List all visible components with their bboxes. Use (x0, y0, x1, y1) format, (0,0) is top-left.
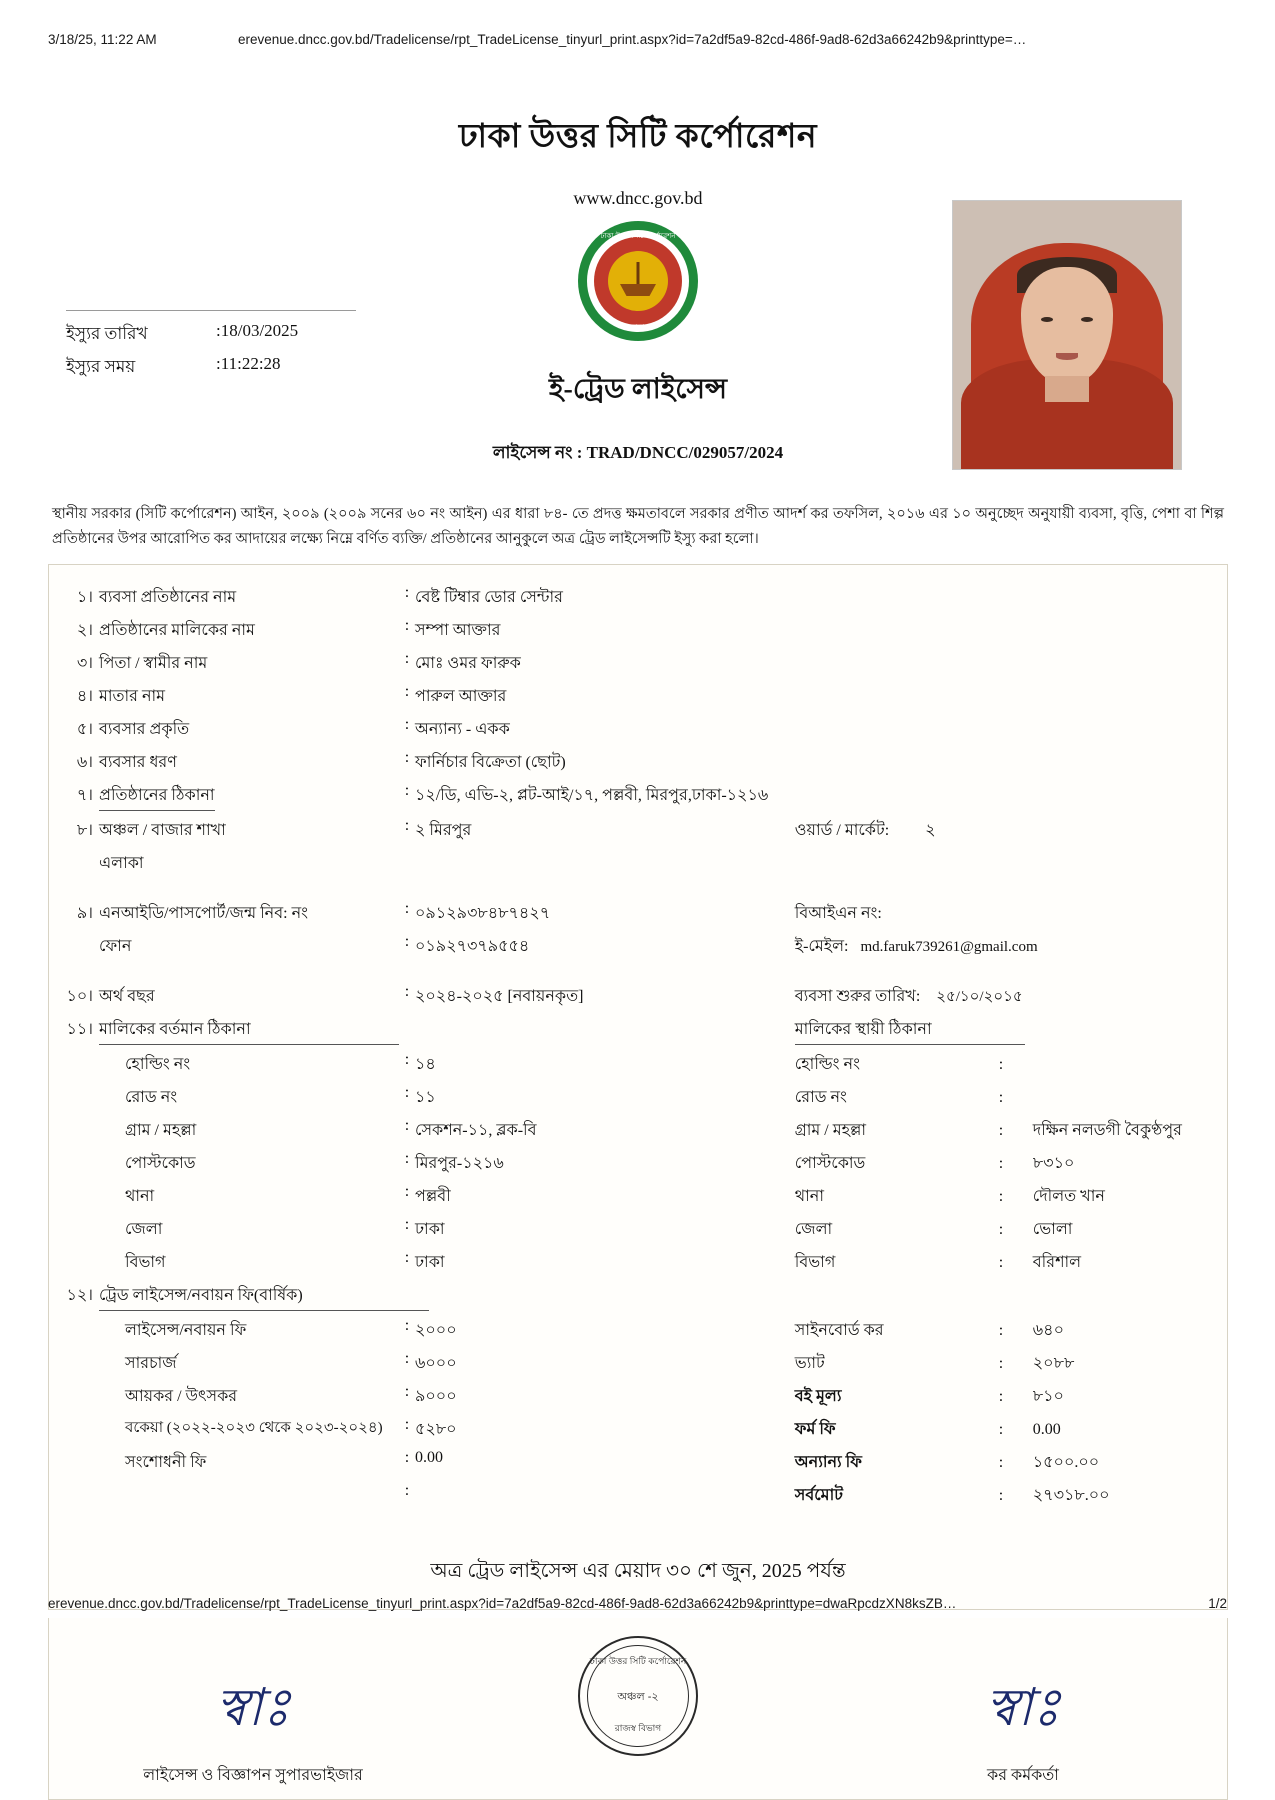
business-start-value: ২৫/১০/২০১৫ (936, 988, 1023, 1005)
field-value: ১২/ডি, এভি-২, প্লট-আই/১৭, পল্লবী, মিরপুর,ঢাকা-১২১৬ (415, 786, 769, 804)
zone-value: ২ মিরপুর (415, 821, 472, 839)
field-spacer (795, 779, 1211, 814)
address-label-2: জেলা (794, 1220, 833, 1238)
address-permanent-cell: বিভাগ : বরিশাল (795, 1246, 1211, 1279)
official-seal-icon (578, 1636, 698, 1756)
photo-face (1021, 267, 1113, 383)
zone-area-row (65, 847, 1211, 880)
table-row: রোড নং : ১১ রোড নং : (65, 1081, 1211, 1114)
supervisor-signature-image (83, 1670, 423, 1762)
table-row (65, 581, 1211, 614)
tax-officer-signature-block (853, 1670, 1193, 1789)
fee-label: আয়কর / উৎসকর (125, 1387, 238, 1405)
fee-label-2: বই মূল্য (794, 1387, 842, 1405)
logo-top-text: ঢাকা উত্তর সিটি কর্পোরেশন (600, 233, 676, 240)
field-colon: : (404, 781, 410, 799)
table-row: সারচার্জ : ৬০০০ ভ্যাট : ২০৮৮ (65, 1347, 1211, 1380)
organization-website: www.dncc.gov.bd (573, 188, 703, 208)
issue-time-value: :11:22:28 (216, 354, 281, 373)
fee-right-cell: সাইনবোর্ড কর : ৬৪০ (795, 1314, 1211, 1347)
issue-time-label: ইস্যুর সময় (66, 357, 136, 376)
address-label: রোড নং (125, 1088, 178, 1106)
table-row: : সর্বমোট : ২৭৩১৮.০০ (65, 1479, 1211, 1512)
phone-colon: : (404, 932, 410, 950)
field-sn: ৭। (76, 786, 93, 804)
field-colon: : (404, 649, 410, 667)
field-spacer (795, 746, 1211, 779)
fee-right-cell: ভ্যাট : ২০৮৮ (795, 1347, 1211, 1380)
signature-section (48, 1618, 1228, 1800)
table-row: পোস্টকোড : মিরপুর-১২১৬ পোস্টকোড : ৮৩১০ (65, 1147, 1211, 1180)
address-present-value: মিরপুর-১২১৬ (415, 1154, 504, 1172)
phone-label: ফোন (99, 937, 132, 955)
fee-total-cell: সর্বমোট : ২৭৩১৮.০০ (795, 1479, 1211, 1512)
fee-right-cell: বই মূল্য : ৮১০ (795, 1380, 1211, 1413)
address-label-2: পোস্টকোড (794, 1154, 866, 1172)
fee-value: ৬০০০ (415, 1354, 457, 1372)
fee-label-2: সাইনবোর্ড কর (794, 1321, 884, 1339)
fee-value: 0.00 (415, 1448, 443, 1466)
tax-officer-signature-image (853, 1670, 1193, 1762)
supervisor-signature-scribble: স্বাঃ (215, 1679, 291, 1737)
fee-value: ৯০০০ (415, 1387, 457, 1405)
print-url-header: erevenue.dncc.gov.bd/Tradelicense/rpt_TradeLicense_tinyurl_print.aspx?id=7a2df5a9-82cd-486f-9ad8-62d3a66242b9&printtype=… (238, 32, 1027, 47)
issue-date-label: ইস্যুর তারিখ (66, 324, 148, 343)
address-present-value: ১৪ (415, 1055, 436, 1073)
address-label-2: রোড নং (794, 1088, 847, 1106)
photo-eye-right (1081, 317, 1093, 322)
license-number-value: TRAD/DNCC/029057/2024 (586, 443, 784, 462)
zone-colon: : (404, 816, 410, 834)
address-permanent-cell: জেলা : ভোলা (795, 1213, 1211, 1246)
address-label-2: থানা (794, 1187, 824, 1205)
field-label: ব্যবসার প্রকৃতি (99, 720, 190, 738)
address-permanent-cell: রোড নং : (795, 1081, 1211, 1114)
logo-bottom-text: ঢাকা (631, 324, 645, 331)
zone-area-label: এলাকা (99, 854, 144, 872)
table-row: বিভাগ : ঢাকা বিভাগ : বরিশাল (65, 1246, 1211, 1279)
field-sn: ৬। (76, 753, 93, 771)
fees-title-text: ট্রেড লাইসেন্স/নবায়ন ফি(বার্ষিক) (99, 1282, 429, 1311)
table-row: সংশোধনী ফি : 0.00 অন্যান্য ফি : ১৫০০.০০ (65, 1446, 1211, 1479)
field-label: পিতা / স্বামীর নাম (99, 654, 208, 672)
fee-label: সারচার্জ (125, 1354, 177, 1372)
zone-sn: ৮। (76, 821, 93, 839)
address-present-value: ঢাকা (415, 1253, 445, 1271)
table-row: গ্রাম / মহল্লা : সেকশন-১১, ব্লক-বি গ্রাম / মহল্লা : দক্ষিন নলডগী বৈকুণ্ঠপুর (65, 1114, 1211, 1147)
tax-officer-signature-scribble: স্বাঃ (985, 1679, 1061, 1737)
address-permanent-cell: থানা : দৌলত খান (795, 1180, 1211, 1213)
field-value: বেষ্ট টিম্বার ডোর সেন্টার (415, 588, 563, 606)
details-box (48, 564, 1228, 1610)
fiscal-label: অর্থ বছর (99, 987, 155, 1005)
field-colon: : (404, 715, 410, 733)
fee-value: ২০০০ (415, 1321, 457, 1339)
issue-info (66, 310, 356, 387)
address-present-value: ঢাকা (415, 1220, 445, 1238)
field-label: মাতার নাম (99, 687, 166, 705)
print-url-footer: erevenue.dncc.gov.bd/Tradelicense/rpt_TradeLicense_tinyurl_print.aspx?id=7a2df5a9-82cd-486f-9ad8-62d3a66242b9&printtype=dwaRpcdzXN8ksZB… (48, 1596, 957, 1611)
field-sn: ১। (76, 588, 93, 606)
field-label-text: প্রতিষ্ঠানের ঠিকানা (99, 782, 215, 811)
field-value: অন্যান্য - একক (415, 720, 510, 738)
field-label (99, 779, 399, 814)
field-label: ব্যবসার ধরণ (99, 753, 177, 771)
address-permanent-cell: গ্রাম / মহল্লা : দক্ষিন নলডগী বৈকুণ্ঠপুর (795, 1114, 1211, 1147)
tax-officer-caption: কর কর্মকর্তা (987, 1766, 1059, 1784)
document-title: ই-ট্রেড লাইসেন্স (548, 374, 728, 405)
field-label: ব্যবসা প্রতিষ্ঠানের নাম (99, 588, 237, 606)
field-sn: ২। (76, 621, 93, 639)
email-cell (795, 930, 1211, 963)
address-label: হোল্ডিং নং (125, 1055, 191, 1073)
nid-sn: ৯। (76, 904, 93, 922)
issue-time-row (66, 354, 356, 382)
fee-value-2: ৬৪০ (1032, 1321, 1064, 1339)
table-row (65, 779, 1211, 814)
address-permanent-cell: হোল্ডিং নং : (795, 1048, 1211, 1081)
logo-mast-icon (637, 262, 640, 284)
permanent-address-title (795, 1013, 1211, 1048)
print-header (0, 32, 1275, 47)
fees-title (99, 1279, 1211, 1314)
table-row (65, 713, 1211, 746)
fiscal-colon: : (404, 982, 410, 1000)
fee-label: বকেয়া (২০২২-২০২৩ থেকে ২০২৩-২০২৪) (125, 1419, 383, 1436)
nid-colon: : (404, 899, 410, 917)
address-title-row (65, 1013, 1211, 1048)
fiscal-value: ২০২৪-২০২৫ [নবায়নকৃত] (415, 987, 584, 1005)
address-permanent-cell: পোস্টকোড : ৮৩১০ (795, 1147, 1211, 1180)
table-row (65, 746, 1211, 779)
license-number-label: লাইসেন্স নং (492, 443, 573, 462)
fee-total-label: সর্বমোট (794, 1486, 843, 1504)
fee-value: ৫২৮০ (415, 1420, 457, 1438)
seal-line-1: ঢাকা উত্তর সিটি কর্পোরেশন (589, 1655, 687, 1666)
applicant-photo (952, 200, 1182, 470)
phone-row (65, 930, 1211, 963)
fee-value-2: 0.00 (1032, 1420, 1061, 1438)
field-value: মোঃ ওমর ফারুক (415, 654, 521, 672)
ward-value: ২ (925, 821, 936, 839)
seal-line-2: অঞ্চল -২ (617, 1690, 659, 1703)
supervisor-signature-block (83, 1670, 423, 1789)
email-value: md.faruk739261@gmail.com (860, 938, 1038, 955)
ward-label: ওয়ার্ড / মার্কেট: (794, 821, 890, 839)
table-row (65, 647, 1211, 680)
supervisor-caption: লাইসেন্স ও বিজ্ঞাপন সুপারভাইজার (143, 1766, 363, 1784)
print-date: 3/18/25, 11:22 AM (48, 32, 157, 47)
fee-label-2: অন্যান্য ফি (794, 1453, 862, 1471)
present-address-title-text: মালিকের বর্তমান ঠিকানা (99, 1016, 399, 1045)
table-row: বকেয়া (২০২২-২০২৩ থেকে ২০২৩-২০২৪) : ৫২৮০ ফর্ম ফি : 0.00 (65, 1413, 1211, 1446)
zone-label: অঞ্চল / বাজার শাখা (99, 821, 226, 839)
table-row: আয়কর / উৎসকর : ৯০০০ বই মূল্য : ৮১০ (65, 1380, 1211, 1413)
address-label: বিভাগ (125, 1253, 166, 1271)
bin-cell (795, 880, 1211, 930)
nid-row (65, 880, 1211, 930)
print-footer (0, 1596, 1275, 1611)
fiscal-sn: ১০। (66, 987, 93, 1005)
table-row (65, 680, 1211, 713)
validity-statement: অত্র ট্রেড লাইসেন্স এর মেয়াদ ৩০ শে জুন, 2025 পর্যন্ত (430, 1559, 846, 1582)
field-colon: : (404, 616, 410, 634)
field-colon: : (404, 682, 410, 700)
field-value: পারুল আক্তার (415, 687, 507, 705)
photo-neck (1045, 376, 1089, 402)
fiscal-row (65, 963, 1211, 1013)
business-start-label: ব্যবসা শুরুর তারিখ: (794, 987, 921, 1005)
table-row: হোল্ডিং নং : ১৪ হোল্ডিং নং : (65, 1048, 1211, 1081)
address-label: থানা (125, 1187, 155, 1205)
fee-label: লাইসেন্স/নবায়ন ফি (125, 1321, 247, 1339)
address-label: জেলা (125, 1220, 163, 1238)
field-colon: : (404, 748, 410, 766)
address-label: গ্রাম / মহল্লা (125, 1121, 197, 1139)
print-page-number: 1/2 (1208, 1596, 1227, 1611)
address-label-2: হোল্ডিং নং (794, 1055, 860, 1073)
fees-sn: ১২। (66, 1286, 93, 1304)
email-label: ই-মেইল: (794, 937, 849, 955)
table-row: থানা : পল্লবী থানা : দৌলত খান (65, 1180, 1211, 1213)
field-colon: : (404, 583, 410, 601)
address-present-value: পল্লবী (415, 1187, 451, 1205)
address-permanent-value: দৌলত খান (1032, 1187, 1105, 1205)
field-sn: ৫। (76, 720, 93, 738)
address-present-value: সেকশন-১১, ব্লক-বি (415, 1121, 537, 1139)
nid-value: ০৯১২৯৩৮৪৮৭৪২৭ (415, 904, 551, 922)
table-row: জেলা : ঢাকা জেলা : ভোলা (65, 1213, 1211, 1246)
address-present-value: ১১ (415, 1088, 436, 1106)
address-permanent-value: দক্ষিন নলডগী বৈকুণ্ঠপুর (1032, 1121, 1182, 1139)
field-label: প্রতিষ্ঠানের মালিকের নাম (99, 621, 255, 639)
fee-right-cell: ফর্ম ফি : 0.00 (795, 1413, 1211, 1446)
nid-label: এনআইডি/পাসপোর্ট/জন্ম নিব: নং (99, 904, 309, 922)
present-address-title (99, 1013, 795, 1048)
seal-line-3: রাজস্ব বিভাগ (614, 1722, 662, 1733)
field-sn: ৩। (76, 654, 93, 672)
table-row: লাইসেন্স/নবায়ন ফি : ২০০০ সাইনবোর্ড কর : ৬৪০ (65, 1314, 1211, 1347)
fee-right-cell: অন্যান্য ফি : ১৫০০.০০ (795, 1446, 1211, 1479)
fee-value-2: ২০৮৮ (1032, 1354, 1075, 1372)
field-spacer (795, 614, 1211, 647)
bin-label: বিআইএন নং: (794, 904, 882, 922)
table-row (65, 614, 1211, 647)
field-value: ফার্নিচার বিক্রেতা (ছোট) (415, 753, 566, 771)
fee-label: সংশোধনী ফি (125, 1453, 207, 1471)
address-permanent-value: বরিশাল (1032, 1253, 1082, 1271)
fee-label-2: ভ্যাট (794, 1354, 825, 1372)
address-label-2: গ্রাম / মহল্লা (794, 1121, 867, 1139)
organization-title: ঢাকা উত্তর সিটি কর্পোরেশন (458, 119, 818, 155)
address-label-2: বিভাগ (794, 1253, 836, 1271)
address-label: পোস্টকোড (125, 1154, 196, 1172)
phone-value: ০১৯২৭৩৭৯৫৫৪ (415, 937, 530, 955)
address-permanent-value: ভোলা (1032, 1220, 1073, 1238)
license-number-colon: : (576, 443, 583, 462)
field-sn: ৪। (76, 687, 93, 705)
field-value: সম্পা আক্তার (415, 621, 501, 639)
photo-eye-left (1041, 317, 1053, 322)
zone-row (65, 814, 1211, 847)
fee-value-2: ৮১০ (1032, 1387, 1064, 1405)
details-table (65, 581, 1211, 1512)
photo-mouth (1056, 353, 1078, 360)
field-spacer (795, 647, 1211, 680)
issue-date-value: :18/03/2025 (216, 321, 299, 340)
field-spacer (795, 581, 1211, 614)
field-spacer (795, 680, 1211, 713)
fee-value-2: ১৫০০.০০ (1032, 1453, 1100, 1471)
fee-label-2: ফর্ম ফি (794, 1420, 836, 1438)
permanent-address-title-text: মালিকের স্থায়ী ঠিকানা (795, 1016, 1025, 1045)
ward-cell (795, 814, 1211, 847)
business-start-cell (795, 963, 1211, 1013)
field-spacer (795, 713, 1211, 746)
issue-date-row (66, 321, 356, 349)
address-permanent-value: ৮৩১০ (1032, 1154, 1075, 1172)
legal-preamble: স্থানীয় সরকার (সিটি কর্পোরেশন) আইন, ২০০৯ (২০০৯ সনের ৬০ নং আইন) এর ধারা ৮৪- তে প্রদত্ত ক্ষমতাবলে সরকার প্রণীত আদর্শ কর তফসিল, ২০১৬ এর ১০ অনুচ্ছেদ অনুযায়ী ব্যবসা, বৃত্তি, পেশা বা শিল্প প্রতিষ্ঠানের উপর আরোপিত কর আদায়ের লক্ষ্যে নিম্নে বর্ণিত ব্যক্তি/ প্রতিষ্ঠানের আনুকুলে অত্র ট্রেড লাইসেন্সটি ইস্যু করা হলো। (52, 506, 1224, 547)
fee-total-value: ২৭৩১৮.০০ (1032, 1486, 1110, 1504)
fees-title-row (65, 1279, 1211, 1314)
address-sn: ১১। (66, 1020, 93, 1038)
dncc-seal-icon (578, 221, 698, 341)
